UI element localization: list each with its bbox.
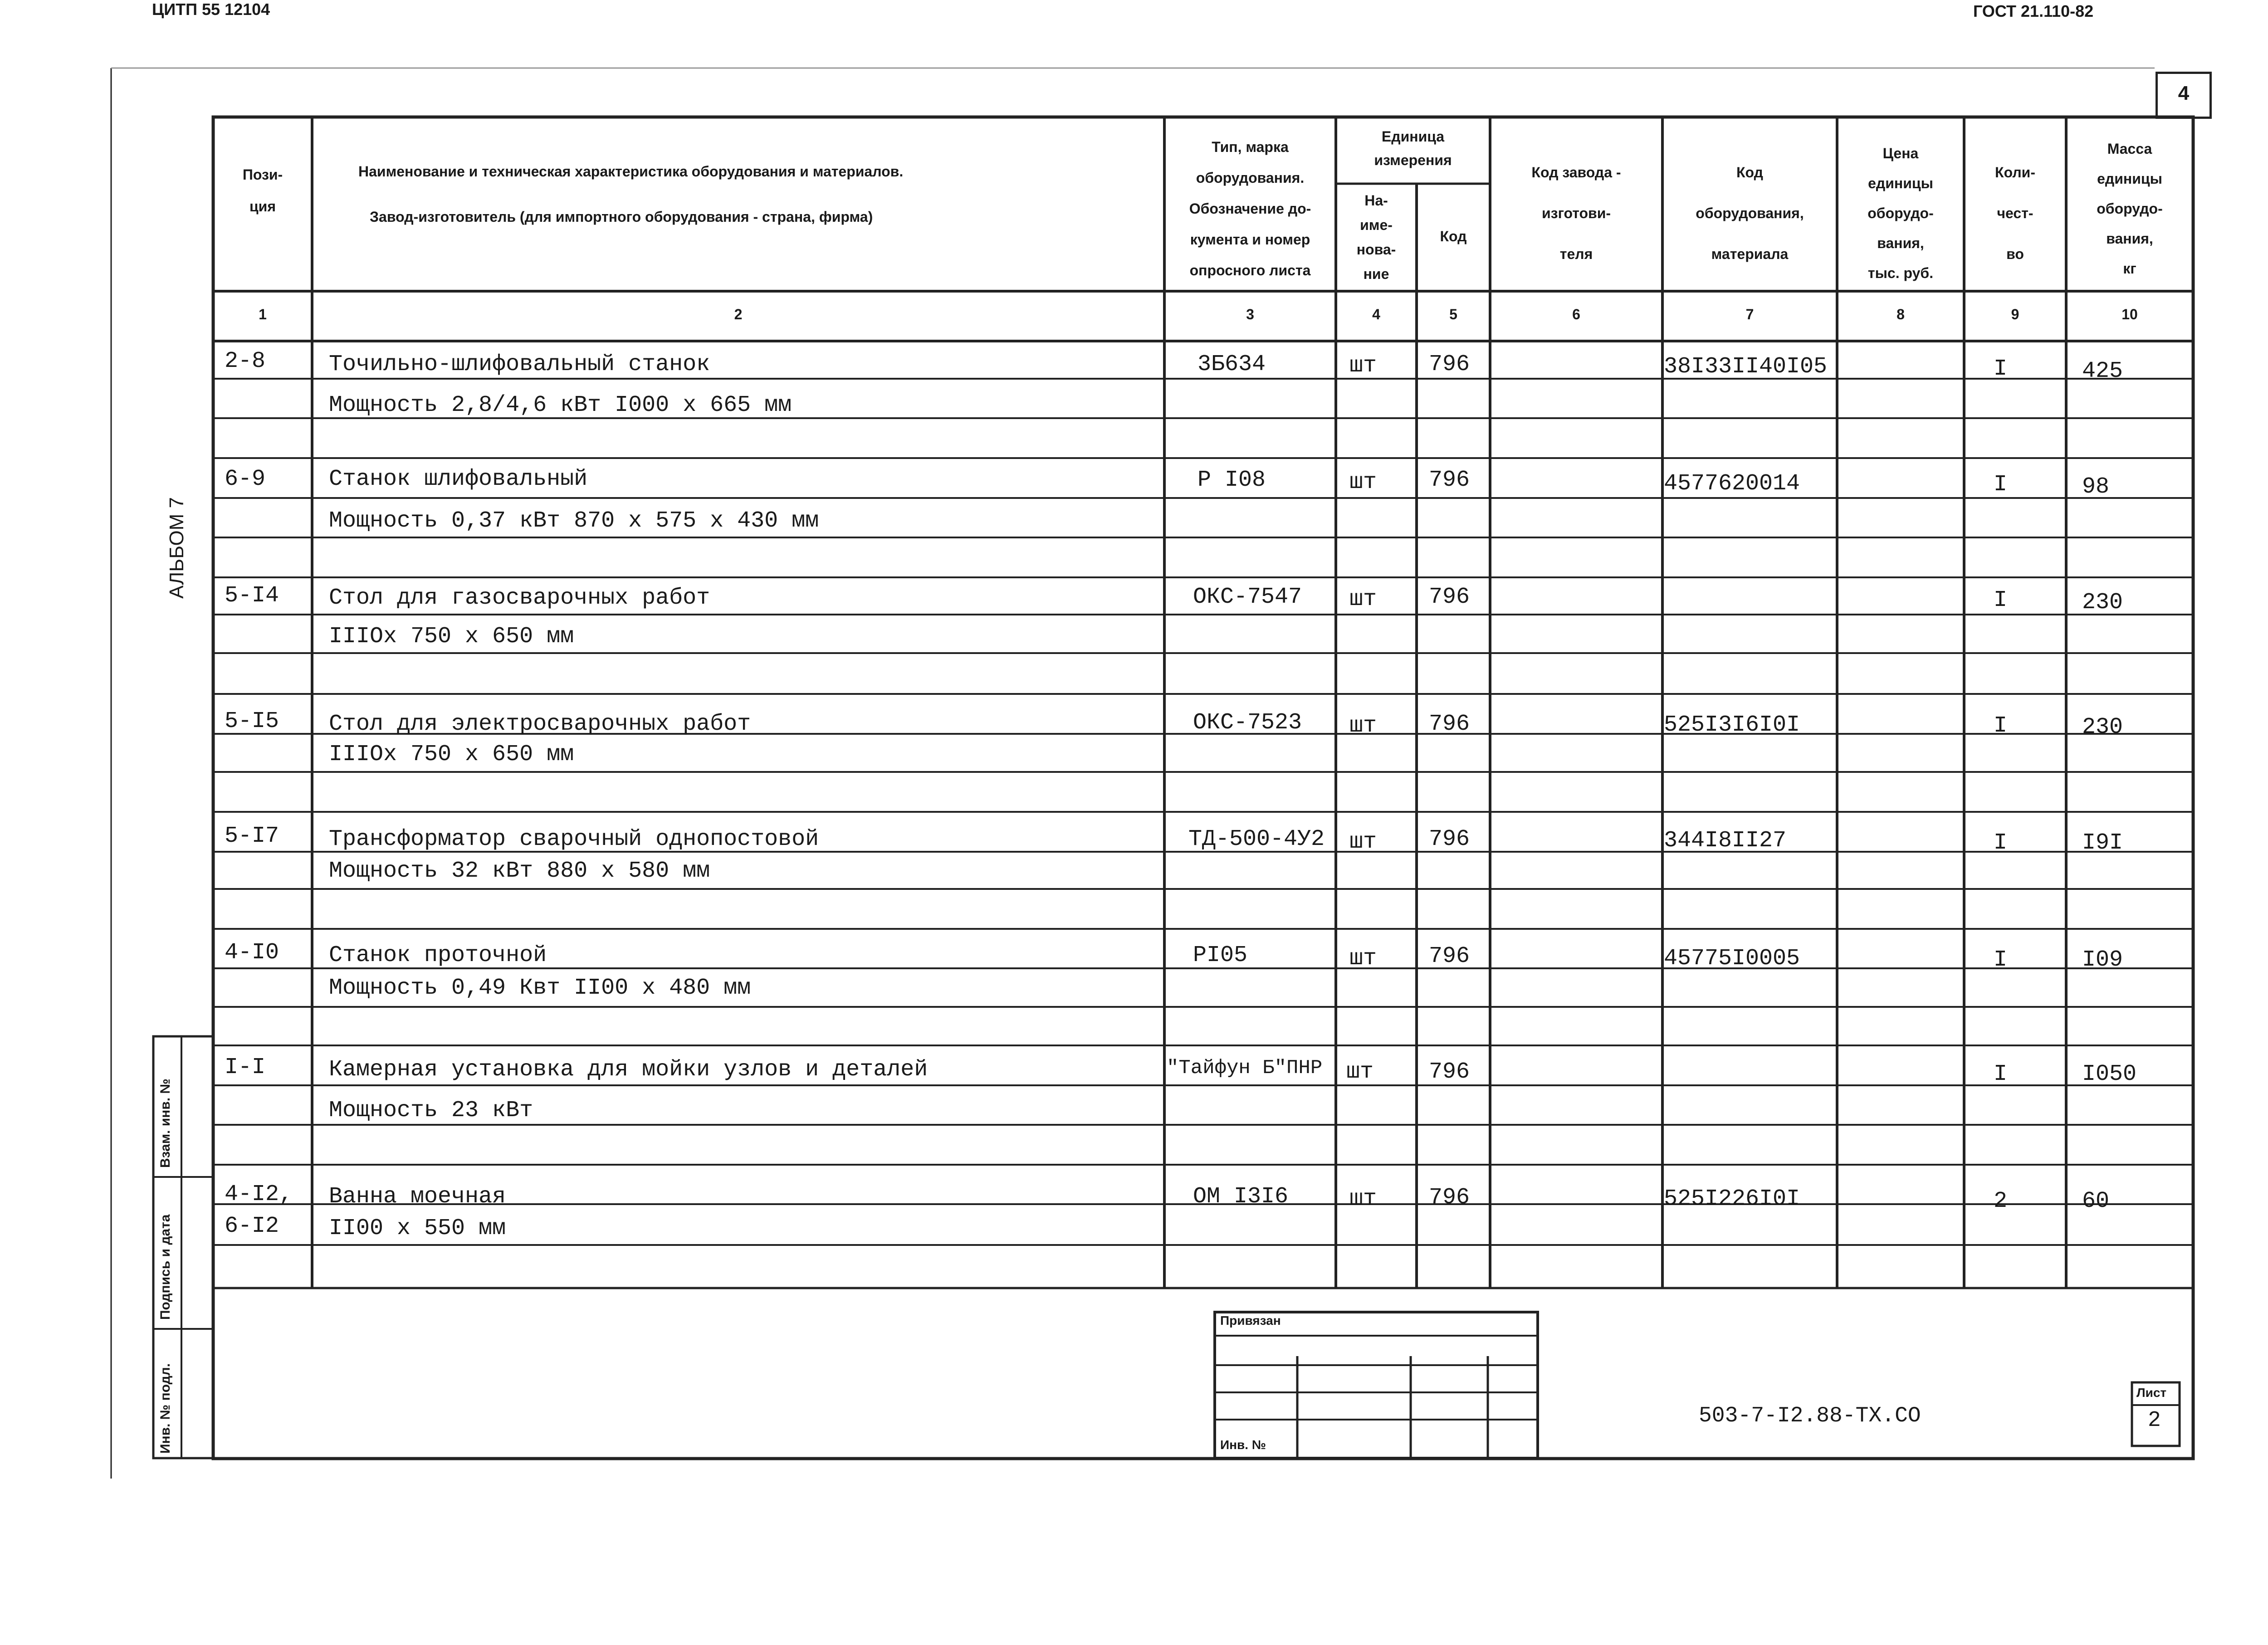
stamp-inv-no: Инв. №	[1220, 1438, 1266, 1452]
row-unit-code: 796	[1429, 711, 1470, 737]
row-unit-code: 796	[1429, 1185, 1470, 1211]
row-mass: 60	[2082, 1188, 2110, 1214]
row-unit: шт	[1349, 1186, 1377, 1212]
header-quantity: Коли- чест- во	[1995, 164, 2035, 262]
sheet-number: 2	[2148, 1408, 2161, 1433]
row-name: Стол для газосварочных работ	[329, 585, 710, 611]
row-quantity: 2	[1994, 1188, 2008, 1214]
row-mass: I09	[2082, 947, 2123, 973]
row-mass: 98	[2082, 474, 2110, 500]
col-num-1: 1	[259, 306, 267, 322]
row-unit: шт	[1349, 586, 1377, 612]
row-unit-code: 796	[1429, 351, 1470, 377]
row-name: Точильно-шлифовальный станок	[329, 351, 710, 377]
row-position: 2-8	[225, 348, 266, 374]
row-unit-code: 796	[1429, 943, 1470, 969]
page-number: 4	[2178, 82, 2190, 104]
row-unit-code: 796	[1429, 826, 1470, 852]
col-num-8: 8	[1897, 306, 1905, 322]
header-unit-code: Код	[1440, 228, 1467, 244]
row-name: Станок шлифовальный	[329, 466, 588, 492]
col-num-7: 7	[1745, 306, 1754, 322]
row-quantity: I	[1994, 356, 2008, 382]
top-right-code: ГОСТ 21.110-82	[1973, 2, 2094, 20]
row-position: 5-I7	[225, 823, 279, 849]
row-quantity: I	[1994, 472, 2008, 498]
row-quantity: I	[1994, 587, 2008, 613]
row-unit-code: 796	[1429, 467, 1470, 493]
row-name: Трансформатор сварочный однопостовой	[329, 826, 819, 852]
row-unit: шт	[1349, 353, 1377, 379]
row-mass: I050	[2082, 1061, 2137, 1087]
col-num-6: 6	[1572, 306, 1580, 322]
row-unit: шт	[1349, 713, 1377, 739]
row-spec: Мощность 2,8/4,6 кВт I000 x 665 мм	[329, 392, 792, 418]
row-unit-code: 796	[1429, 584, 1470, 610]
header-name-line1: Наименование и техническая характеристика оборудования и материалов.	[358, 163, 904, 180]
col-num-4: 4	[1372, 306, 1380, 322]
header-mass: Масса единицы оборудо- вания, кг	[2097, 141, 2163, 277]
row-type: ОКС-7547	[1193, 584, 1302, 610]
header-position: Пози- ция	[242, 166, 283, 215]
document-code: 503-7-I2.88-ТХ.СО	[1699, 1404, 1921, 1428]
side-inv-label: Инв. № подл.	[158, 1363, 173, 1454]
row-type: ТД-500-4У2	[1188, 826, 1325, 852]
col-num-9: 9	[2011, 306, 2019, 322]
row-type: PI05	[1193, 942, 1248, 968]
row-mass: 230	[2082, 714, 2123, 740]
row-mass: 425	[2082, 358, 2123, 384]
row-type: 3Б634	[1198, 351, 1266, 377]
row-unit: шт	[1349, 469, 1377, 495]
row-mass: I9I	[2082, 830, 2123, 856]
row-unit: шт	[1346, 1059, 1374, 1085]
col-num-3: 3	[1246, 306, 1254, 322]
side-vzam-label: Взам. инв. №	[158, 1079, 173, 1168]
row-mass: 230	[2082, 590, 2123, 615]
row-position-2: 6-I2	[225, 1213, 279, 1239]
row-equipment-code: 525I226I0I	[1664, 1186, 1800, 1212]
row-position: 5-I5	[225, 708, 279, 734]
row-quantity: I	[1994, 1061, 2008, 1087]
col-num-10: 10	[2121, 306, 2138, 322]
row-name: Стол для электросварочных работ	[329, 711, 751, 737]
row-spec: IIIOx 750 x 650 мм	[329, 742, 574, 767]
row-position: 4-I2,	[225, 1181, 293, 1207]
header-price: Цена единицы оборудо- вания, тыс. руб.	[1867, 145, 1934, 281]
row-name: Станок проточной	[329, 942, 547, 968]
header-factory-code: Код завода - изготови- теля	[1531, 164, 1621, 262]
row-type: ОМ I3I6	[1193, 1184, 1289, 1210]
row-spec: II00 x 550 мм	[329, 1215, 506, 1241]
side-podpis-label: Подпись и дата	[158, 1214, 173, 1320]
row-quantity: I	[1994, 713, 2008, 739]
row-unit-code: 796	[1429, 1059, 1470, 1085]
row-equipment-code: 45775I0005	[1664, 946, 1800, 971]
col-num-5: 5	[1449, 306, 1457, 322]
row-quantity: I	[1994, 830, 2008, 856]
row-name: Камерная установка для мойки узлов и деталей	[329, 1057, 928, 1083]
album-label: АЛЬБОМ 7	[166, 497, 188, 599]
stamp-privyazan: Привязан	[1220, 1313, 1281, 1328]
header-unit-group: Единица измерения	[1374, 128, 1452, 168]
row-position: I-I	[225, 1054, 266, 1080]
row-equipment-code: 38I33II40I05	[1664, 354, 1828, 380]
row-position: 6-9	[225, 466, 266, 492]
row-equipment-code: 525I3I6I0I	[1664, 712, 1800, 738]
row-position: 4-I0	[225, 940, 279, 966]
row-spec: Мощность 32 кВт 880 x 580 мм	[329, 858, 710, 884]
row-type: ОКС-7523	[1193, 710, 1302, 736]
header-equipment-code: Код оборудования, материала	[1696, 164, 1804, 262]
header-unit-name: На- име- нова- ние	[1356, 192, 1396, 282]
row-spec: Мощность 0,37 кВт 870 x 575 x 430 мм	[329, 508, 819, 534]
header-type: Тип, марка оборудования. Обозначение до- кумента и номер опросного листа	[1189, 139, 1311, 278]
row-equipment-code: 4577620014	[1664, 471, 1800, 497]
col-num-2: 2	[734, 306, 743, 322]
row-unit: шт	[1349, 829, 1377, 855]
top-left-code: ЦИТП 55 12104	[152, 0, 270, 19]
row-quantity: I	[1994, 947, 2008, 973]
row-type: Р I08	[1198, 467, 1266, 493]
row-name: Ванна моечная	[329, 1184, 506, 1210]
row-equipment-code: 344I8II27	[1664, 828, 1787, 854]
row-type: "Тайфун Б"ПНР	[1167, 1057, 1323, 1079]
row-spec: Мощность 23 кВт	[329, 1098, 533, 1123]
sheet-label: Лист	[2136, 1386, 2167, 1400]
row-unit: шт	[1349, 946, 1377, 971]
row-position: 5-I4	[225, 583, 279, 609]
row-spec: Мощность 0,49 Квт II00 x 480 мм	[329, 975, 751, 1001]
row-spec: IIIOx 750 x 650 мм	[329, 624, 574, 649]
header-name-line2: Завод-изготовитель (для импортного оборудования - страна, фирма)	[370, 209, 873, 225]
